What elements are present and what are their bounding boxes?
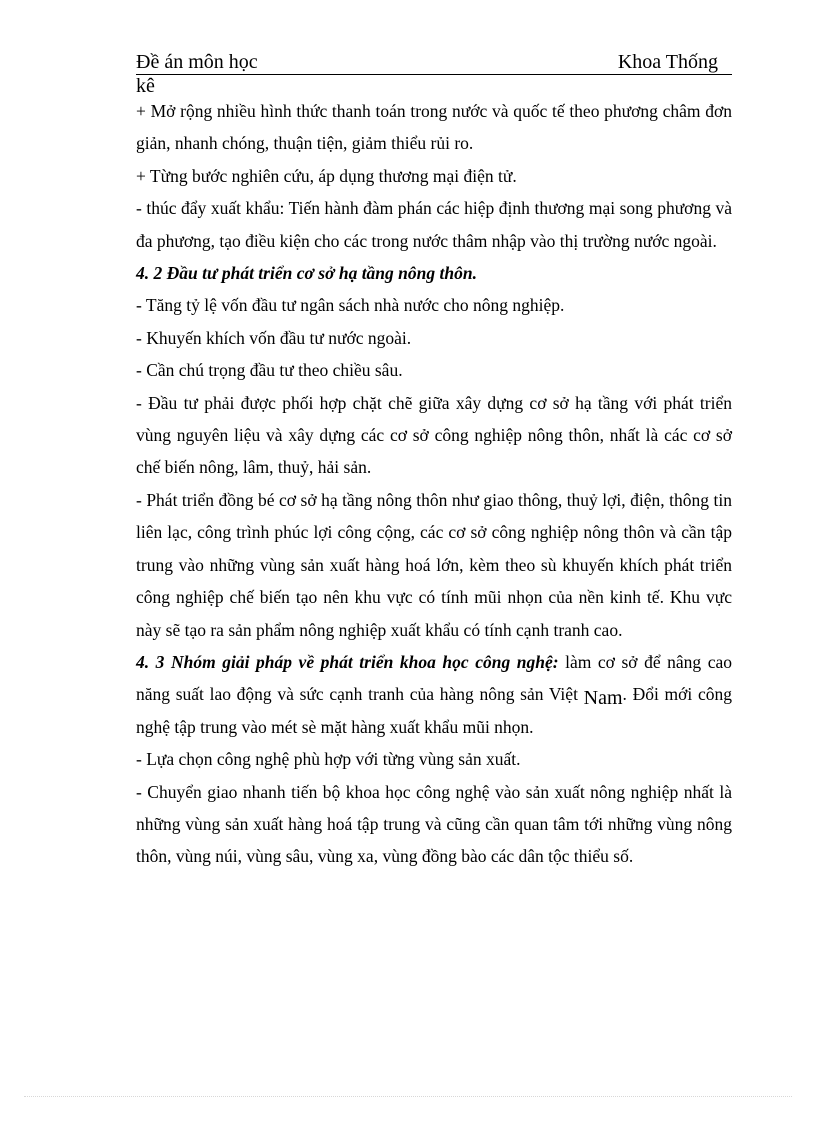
section-heading-4-2: 4. 2 Đầu tư phát triển cơ sở hạ tầng nông thôn.: [136, 263, 477, 284]
header-course-title: Đề án môn học: [136, 51, 258, 73]
page-header: [136, 50, 732, 75]
paragraph: - Lựa chọn công nghệ phù hợp với từng vùng sản xuất.: [136, 749, 521, 770]
section-heading-4-3: 4. 3 Nhóm giải pháp về phát triển khoa học công nghệ:: [136, 651, 559, 672]
paragraph: - Cần chú trọng đầu tư theo chiều sâu.: [136, 360, 403, 381]
paragraph: - thúc đẩy xuất khẩu: Tiến hành đàm phán các hiệp định thương mại song phương và đa phương, tạo điều kiện cho các trong nước thâm nhập vào thị trường nước ngoài.: [136, 198, 732, 251]
section-4-3-paragraph: [136, 646, 732, 743]
paragraph: - Đầu tư phải được phối hợp chặt chẽ giữa xây dựng cơ sở hạ tầng với phát triển vùng nguyên liệu và xây dựng các cơ sở công nghiệp nông thôn, nhất là các cơ sở chế biến nông, lâm, thuỷ, hải sản.: [136, 392, 732, 478]
header-faculty-wrap: kê: [136, 75, 155, 97]
page-bottom-divider: [24, 1096, 792, 1097]
header-faculty: Khoa Thống: [617, 51, 718, 73]
document-body: [136, 95, 732, 873]
paragraph: - Tăng tỷ lệ vốn đầu tư ngân sách nhà nước cho nông nghiệp.: [136, 295, 565, 316]
paragraph: - Khuyến khích vốn đầu tư nước ngoài.: [136, 327, 412, 348]
paragraph: - Chuyển giao nhanh tiến bộ khoa học công nghệ vào sản xuất nông nghiệp nhất là những vùng sản xuất hàng hoá tập trung và cũng cần quan tâm tới những vùng nông thôn, vùng núi, vùng sâu, vùng xa, vùng đồng bào các dân tộc thiểu số.: [136, 781, 732, 867]
section-4-3-text-continued: . Đổi mới công nghệ tập trung vào mét sè mặt hàng xuất khẩu mũi nhọn.: [136, 684, 732, 737]
section-4-3-oversized-word: Nam: [583, 687, 623, 710]
paragraph: + Mở rộng nhiều hình thức thanh toán trong nước và quốc tế theo phương châm đơn giản, nhanh chóng, thuận tiện, giảm thiểu rủi ro.: [136, 101, 732, 154]
section-4-3-text: làm cơ sở để nâng cao năng suất lao động và sức cạnh tranh của hàng nông sản Việt: [136, 651, 732, 705]
paragraph: - Phát triển đồng bé cơ sở hạ tầng nông thôn như giao thông, thuỷ lợi, điện, thông tin liên lạc, công trình phúc lợi công cộng, các cơ sở công nghiệp nông thôn và cần tập trung vào những vùng sản xuất hàng hoá lớn, kèm theo sù khuyến khích phát triển công nghiệp chế biến tạo nên khu vực có tính mũi nhọn của nền kinh tế. Khu vực này sẽ tạo ra sản phẩm nông nghiệp xuất khẩu có tính cạnh tranh cao.: [136, 489, 732, 640]
paragraph: + Từng bước nghiên cứu, áp dụng thương mại điện tử.: [136, 165, 517, 186]
